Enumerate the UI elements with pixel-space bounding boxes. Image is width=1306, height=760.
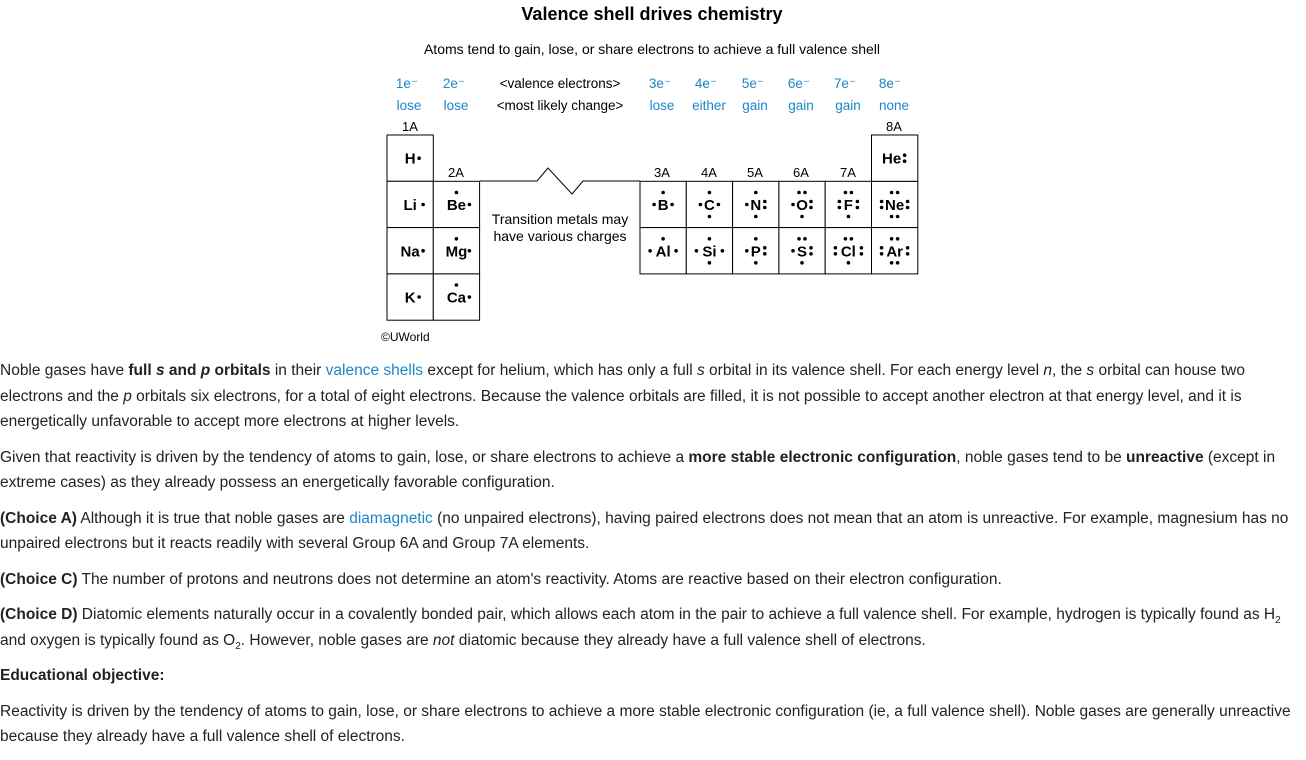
element-symbol-be: Be — [446, 196, 467, 214]
dot-si — [695, 249, 699, 253]
dot-p — [745, 249, 749, 253]
dot-ar — [890, 237, 894, 241]
dot-s — [809, 252, 813, 256]
element-symbol-b: B — [657, 196, 669, 214]
dot-o — [791, 203, 795, 207]
dot-ar — [896, 261, 900, 265]
valence-2: 2e⁻ — [442, 76, 466, 91]
change-1: lose — [396, 98, 422, 113]
dot-ar — [890, 261, 894, 265]
choice-d-label: (Choice D) — [0, 606, 78, 623]
transition-note-line2: have various charges — [493, 228, 627, 244]
dot-si — [721, 249, 725, 253]
dot-ne — [880, 200, 884, 204]
dot-b — [670, 203, 674, 207]
dot-f — [856, 200, 860, 204]
dot-s — [791, 249, 795, 253]
valence-1: 1e⁻ — [395, 76, 419, 91]
copyright: ©UWorld — [381, 330, 430, 344]
group-3a: 3A — [654, 165, 670, 180]
element-symbol-ca: Ca — [446, 289, 467, 307]
dot-n — [763, 200, 767, 204]
dot-k — [417, 295, 421, 299]
dot-h — [417, 156, 421, 160]
change-4: either — [692, 98, 726, 113]
dot-ar — [880, 246, 884, 250]
dot-al — [674, 249, 678, 253]
valence-6: 6e⁻ — [787, 76, 811, 91]
dot-o — [809, 206, 813, 210]
dot-b — [661, 191, 665, 195]
group-2a: 2A — [448, 165, 464, 180]
valence-shells-link[interactable]: valence shells — [325, 362, 424, 379]
valence-5: 5e⁻ — [741, 76, 765, 91]
change-2: lose — [443, 98, 469, 113]
dot-o — [809, 200, 813, 204]
dot-n — [754, 215, 758, 219]
dot-al — [661, 237, 665, 241]
dot-cl — [844, 237, 848, 241]
dot-o — [800, 215, 804, 219]
dot-cl — [850, 237, 854, 241]
dot-cl — [860, 246, 864, 250]
dot-p — [763, 252, 767, 256]
paragraph-noble-gases: Noble gases have full s and p orbitals in their valence shells except for helium, which has only a full s orbital in its valence shell. For each energy level n, the s orbital can house two electrons and the p orbitals six electrons, for a total of eight electrons. Because the valence orbitals are filled, it is not possible to accept another electron at that energy level, and it is energetically unfavorable to accept more electrons at higher levels. — [0, 362, 1245, 430]
dot-s — [797, 237, 801, 241]
dot-ar — [896, 237, 900, 241]
dot-cl — [834, 252, 838, 256]
paragraph-reactivity: Given that reactivity is driven by the tendency of atoms to gain, lose, or share electrons to achieve a more stable electronic configuration, noble gases tend to be unreactive (except in extreme cases) as they already possess an energetically favorable configuration. — [0, 448, 1276, 491]
dot-f — [856, 206, 860, 210]
dot-o — [803, 191, 807, 195]
dot-n — [745, 203, 749, 207]
change-5: gain — [742, 98, 768, 113]
dot-ne — [906, 206, 910, 210]
dot-si — [708, 237, 712, 241]
dot-f — [847, 215, 851, 219]
choice-c-label: (Choice C) — [0, 570, 78, 588]
explanation-text — [0, 358, 1300, 760]
dot-ne — [890, 191, 894, 195]
dot-mg — [455, 237, 459, 241]
dot-c — [708, 191, 712, 195]
figure-subtitle: Atoms tend to gain, lose, or share electrons to achieve a full valence shell — [423, 41, 881, 57]
transition-gap-line — [480, 168, 640, 194]
change-7: gain — [835, 98, 861, 113]
dot-al — [648, 249, 652, 253]
dot-be — [455, 191, 459, 195]
dot-f — [838, 206, 842, 210]
dot-p — [763, 246, 767, 250]
element-symbol-h: H — [404, 150, 416, 168]
group-5a: 5A — [747, 165, 763, 180]
group-4a: 4A — [701, 165, 717, 180]
element-symbol-c: C — [704, 196, 715, 214]
element-symbol-li: Li — [403, 196, 417, 214]
paragraph-choice-c: (Choice C) The number of protons and neutrons does not determine an atom's reactivity. Atoms are reactive based on their electron configuration. — [0, 570, 1002, 588]
dot-ar — [880, 252, 884, 256]
dot-c — [708, 215, 712, 219]
dot-mg — [468, 249, 472, 253]
change-6: gain — [788, 98, 814, 113]
dot-c — [717, 203, 721, 207]
dot-o — [797, 191, 801, 195]
dot-na — [421, 249, 425, 253]
dot-n — [754, 191, 758, 195]
educational-objective-title: Educational objective: — [0, 667, 165, 684]
periodic-table-diagram — [0, 0, 1306, 350]
dot-ca — [455, 283, 459, 287]
element-symbol-n: N — [750, 196, 762, 214]
dot-ca — [468, 295, 472, 299]
valence-label: <valence electrons> — [499, 76, 621, 91]
element-symbol-na: Na — [400, 243, 420, 261]
dot-cl — [847, 261, 851, 265]
dot-p — [754, 261, 758, 265]
diamagnetic-link[interactable]: diamagnetic — [349, 509, 433, 527]
element-symbol-he: He — [882, 150, 902, 168]
change-label: <most likely change> — [496, 98, 624, 113]
dot-n — [763, 206, 767, 210]
dot-cl — [834, 246, 838, 250]
valence-8: 8e⁻ — [878, 76, 902, 91]
educational-objective: Reactivity is driven by the tendency of atoms to gain, lose, or share electrons to achieve a more stable electronic configuration (ie, a full valence shell). Noble gases are generally unreactive because they already have a full valence shell of electrons. — [0, 702, 1291, 745]
element-symbol-mg: Mg — [445, 243, 468, 261]
dot-f — [838, 200, 842, 204]
choice-a-label: (Choice A) — [0, 509, 77, 527]
valence-shell-figure — [0, 0, 1306, 350]
group-7a: 7A — [840, 165, 856, 180]
element-cells — [387, 135, 918, 320]
dot-ne — [906, 200, 910, 204]
figure-title: Valence shell drives chemistry — [521, 4, 783, 24]
dot-s — [809, 246, 813, 250]
element-symbol-k: K — [404, 289, 416, 307]
transition-note-line1: Transition metals may — [491, 211, 629, 227]
dot-f — [844, 191, 848, 195]
element-symbol-p: P — [750, 243, 761, 261]
group-8a: 8A — [886, 119, 902, 134]
dot-f — [850, 191, 854, 195]
change-3: lose — [649, 98, 675, 113]
element-symbol-ar: Ar — [886, 243, 903, 261]
dot-ne — [896, 215, 900, 219]
element-symbol-si: Si — [702, 243, 717, 261]
element-symbol-o: O — [796, 196, 808, 214]
dot-ne — [880, 206, 884, 210]
element-symbol-ne: Ne — [885, 196, 905, 214]
dot-be — [468, 203, 472, 207]
element-symbol-f: F — [843, 196, 853, 214]
dot-ne — [890, 215, 894, 219]
dot-c — [699, 203, 703, 207]
dot-b — [652, 203, 656, 207]
element-symbol-cl: Cl — [840, 243, 856, 261]
element-symbol-s: S — [797, 243, 808, 261]
group-6a: 6A — [793, 165, 809, 180]
dot-ar — [906, 246, 910, 250]
paragraph-choice-a: (Choice A) Although it is true that noble gases are diamagnetic (no unpaired electrons), having paired electrons does not mean that an atom is unreactive. For example, magnesium has no unpaired electrons but it reacts readily with several Group 6A and Group 7A elements. — [0, 509, 1289, 552]
valence-4: 4e⁻ — [694, 76, 718, 91]
valence-3: 3e⁻ — [648, 76, 672, 91]
change-8: none — [878, 98, 910, 113]
valence-7: 7e⁻ — [833, 76, 857, 91]
dot-ar — [906, 252, 910, 256]
dot-s — [800, 261, 804, 265]
dot-ne — [896, 191, 900, 195]
dot-s — [803, 237, 807, 241]
dot-p — [754, 237, 758, 241]
dot-si — [708, 261, 712, 265]
dot-cl — [860, 252, 864, 256]
dot-li — [421, 203, 425, 207]
group-1a: 1A — [402, 119, 418, 134]
element-symbol-al: Al — [655, 243, 671, 261]
dot-he — [903, 153, 907, 157]
dot-he — [903, 159, 907, 163]
paragraph-choice-d: (Choice D) Diatomic elements naturally occur in a covalently bonded pair, which allows each atom in the pair to achieve a full valence shell. For example, hydrogen is typically found as $H_2$ and oxygen is typically found as $O_2$. However, noble gases are not diatomic because they already have a full valence shell of electrons. — [0, 606, 1281, 652]
